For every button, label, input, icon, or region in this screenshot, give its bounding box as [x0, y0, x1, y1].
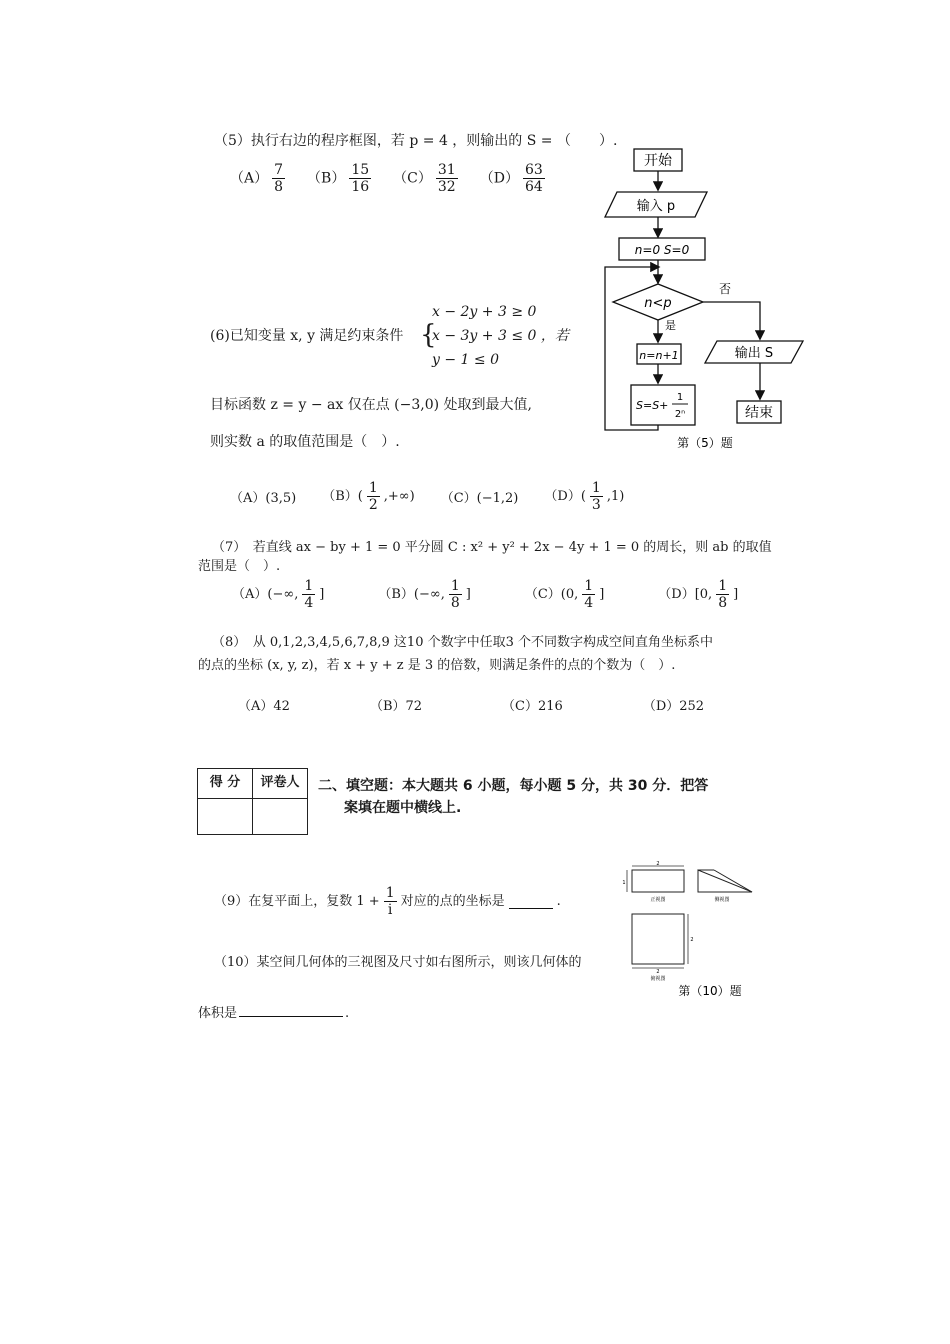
- section2-heading: 二、填空题：本大题共 6 小题，每小题 5 分，共 30 分．把答: [318, 778, 709, 794]
- grade-score-cell[interactable]: [198, 799, 253, 835]
- q6-constraint-3: y − 1 ≤ 0: [432, 352, 499, 368]
- q8-option-d: （D）252: [642, 699, 705, 714]
- flow-condition-text: n<p: [644, 296, 672, 311]
- q7-option-b: （B）(−∞, $\frac{1}{8}$ ]: [378, 578, 471, 611]
- q6-option-a: （A）(3,5): [230, 491, 297, 506]
- flow-init-text: n=0 S=0: [634, 243, 690, 257]
- flow-input-text: 输入 p: [636, 199, 676, 214]
- dim-right-label: 2: [690, 937, 694, 943]
- q7-options: [232, 578, 738, 611]
- grade-grader-cell[interactable]: [253, 799, 308, 835]
- q5-option-c: （C） $\frac{31}{32}$: [393, 162, 456, 195]
- top-view: [632, 914, 684, 964]
- q8-stem-2: 的点的坐标 (x, y, z)，若 x + y + z 是 3 的倍数，则满足条件的点的个数为（ ）.: [198, 658, 676, 673]
- dim-top-label: 2: [656, 861, 660, 867]
- q9-answer-blank[interactable]: [509, 894, 553, 909]
- q6-line-2: 目标函数 z = y − ax 仅在点 (−3,0) 处取到最大值,: [210, 397, 532, 413]
- flow-caption: 第（5）题: [677, 436, 733, 450]
- q6-option-b: （B）( $\frac{1}{2}$ ,+∞): [322, 480, 415, 513]
- flow-end-text: 结束: [745, 405, 773, 421]
- q9-stem: （9）在复平面上，复数 1 + $\frac{1}{i}$ 对应的点的坐标是 .: [214, 885, 561, 918]
- q10-figure-caption: 第（10）题: [678, 984, 742, 998]
- q7-option-d: （D）[0, $\frac{1}{8}$ ]: [658, 578, 739, 611]
- dim-bottom-label: 2: [656, 969, 660, 975]
- flow-yes-label: 是: [665, 319, 676, 332]
- q6-constraint-2: x − 3y + 3 ≤ 0 ，若: [432, 328, 569, 344]
- q5-option-b: （B） $\frac{15}{16}$: [307, 162, 370, 195]
- q7-option-a: （A）(−∞, $\frac{1}{4}$ ]: [232, 578, 325, 611]
- flow-start-text: 开始: [644, 153, 672, 169]
- q10-stem: （10）某空间几何体的三视图及尺寸如右图所示，则该几何体的: [214, 955, 582, 970]
- q10-answer-blank[interactable]: [239, 1002, 343, 1017]
- q7-option-c: （C）(0, $\frac{1}{4}$ ]: [524, 578, 605, 611]
- q5-options: [230, 162, 549, 195]
- top-view-label: 俯视图: [650, 976, 666, 982]
- q8-options: [238, 695, 704, 714]
- flowchart-diagram: [595, 145, 815, 455]
- grade-grader-header: 评卷人: [253, 769, 308, 799]
- grade-score-header: 得 分: [198, 769, 253, 799]
- q5-option-a: （A） $\frac{7}{8}$: [230, 162, 284, 195]
- q8-stem: （8） 从 0,1,2,3,4,5,6,7,8,9 这10 个数字中任取3 个不同数字构成空间直角坐标系中: [212, 635, 714, 650]
- q10-stem-2: 体积是 .: [198, 1002, 349, 1023]
- flow-step2-prefix: S=S+: [636, 399, 669, 412]
- q8-option-a: （A）42: [238, 699, 290, 714]
- q6-options: [230, 480, 624, 513]
- q6-brace: {: [420, 320, 437, 350]
- q7-stem-2: 范围是（ ）.: [198, 559, 281, 574]
- dim-side-label: 1: [622, 880, 626, 886]
- q6-constraint-1: x − 2y + 3 ≥ 0: [432, 304, 537, 320]
- q7-stem: （7） 若直线 ax − by + 1 = 0 平分圆 C : x² + y² + 2x − 4y + 1 = 0 的周长，则 ab 的取值: [212, 540, 772, 555]
- q8-option-b: （B）72: [369, 699, 423, 714]
- q6-line-3: 则实数 a 的取值范围是（ ）.: [210, 434, 400, 450]
- flow-step2-den: 2ⁿ: [674, 409, 686, 420]
- flow-no-label: 否: [719, 282, 732, 296]
- grade-table: [197, 768, 308, 835]
- q5-stem: （5）执行右边的程序框图，若 p = 4 ，则输出的 S = （ ）.: [214, 133, 618, 149]
- front-view-label: 正视图: [650, 897, 666, 903]
- side-view-label: 侧视图: [714, 897, 730, 903]
- flow-output-text: 输出 S: [734, 346, 774, 361]
- three-view-figure: [618, 856, 758, 1004]
- flow-step1-text: n=n+1: [639, 349, 679, 362]
- side-view: [698, 870, 752, 892]
- front-view: [632, 870, 684, 892]
- q5-option-d: （D） $\frac{63}{64}$: [479, 162, 543, 195]
- q6-option-c: （C）(−1,2): [440, 491, 519, 506]
- q8-option-c: （C）216: [502, 699, 563, 714]
- section2-heading-2: 案填在题中横线上.: [344, 800, 462, 816]
- q6-stem-prefix: (6)已知变量 x, y 满足约束条件: [210, 328, 404, 344]
- flow-step2-num: 1: [676, 392, 684, 403]
- q6-option-d: （D）( $\frac{1}{3}$ ,1): [544, 480, 625, 513]
